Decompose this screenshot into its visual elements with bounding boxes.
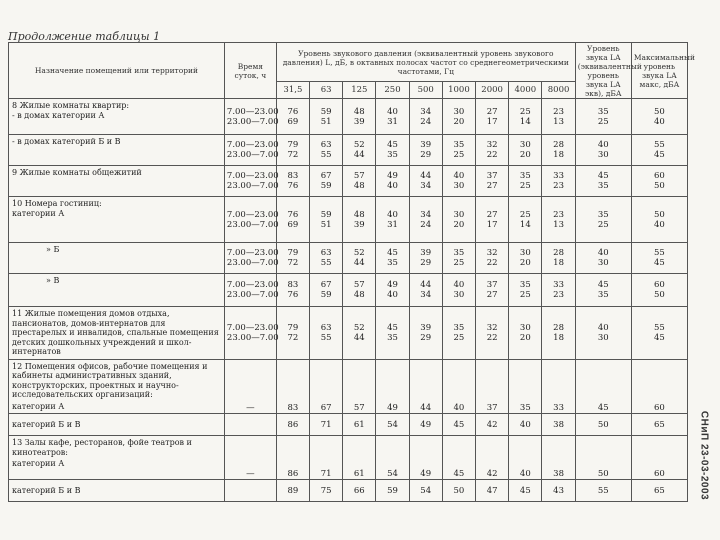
value-cell: 35 25: [509, 166, 542, 197]
room-name-cell: [9, 480, 225, 502]
value-cell: 59 51: [310, 99, 343, 135]
header-frequency: 125: [343, 82, 376, 99]
value-cell: 44 34: [409, 274, 442, 307]
value-cell: 67: [310, 359, 343, 414]
room-name-cell: [9, 99, 225, 135]
value-cell: 25 14: [509, 197, 542, 243]
value-cell: 67 59: [310, 166, 343, 197]
value-cell: 83: [276, 359, 309, 414]
value-cell: 45: [509, 480, 542, 502]
room-name-line: » В: [46, 276, 60, 285]
value-cell: 60: [631, 436, 687, 480]
value-cell: 30 20: [509, 135, 542, 166]
value-cell: 35 25: [509, 274, 542, 307]
value-cell: 50: [575, 414, 631, 436]
time-cell: 7.00—23.00 23.00—7.00: [224, 243, 276, 274]
value-cell: 75: [310, 480, 343, 502]
value-cell: 44: [409, 359, 442, 414]
table-row: [9, 307, 688, 360]
value-cell: 27 17: [476, 99, 509, 135]
time-cell: 7.00—23.00 23.00—7.00: [224, 307, 276, 360]
value-cell: 40 30: [575, 243, 631, 274]
value-cell: 54: [376, 436, 409, 480]
header-frequency: 500: [409, 82, 442, 99]
value-cell: 40: [509, 436, 542, 480]
value-cell: 27 17: [476, 197, 509, 243]
table-row: [9, 436, 688, 480]
value-cell: 28 18: [542, 135, 575, 166]
value-cell: 45 35: [376, 307, 409, 360]
room-name-cell: [9, 135, 225, 166]
room-name-line: 8 Жилые комнаты квартир:: [12, 101, 130, 110]
value-cell: 30 20: [442, 197, 475, 243]
room-name-line: 13 Залы кафе, ресторанов, фойе театров и кинотеатров:: [12, 438, 192, 457]
value-cell: 37 27: [476, 274, 509, 307]
value-cell: 32 22: [476, 135, 509, 166]
header-time: Время суток, ч: [224, 43, 276, 99]
value-cell: 52 44: [343, 307, 376, 360]
value-cell: 34 24: [409, 197, 442, 243]
room-name-cell: [9, 436, 225, 480]
table-row: [9, 359, 688, 414]
value-cell: 86: [276, 414, 309, 436]
value-cell: 40 31: [376, 99, 409, 135]
value-cell: 39 29: [409, 243, 442, 274]
value-cell: 52 44: [343, 243, 376, 274]
value-cell: 30 20: [509, 243, 542, 274]
value-cell: 50 40: [631, 197, 687, 243]
value-cell: 30 20: [509, 307, 542, 360]
value-cell: 76 69: [276, 197, 309, 243]
value-cell: 83 76: [276, 166, 309, 197]
value-cell: 63 55: [310, 135, 343, 166]
value-cell: 48 39: [343, 197, 376, 243]
time-cell: [224, 414, 276, 436]
value-cell: 59: [376, 480, 409, 502]
table-row: [9, 414, 688, 436]
value-cell: 60: [631, 359, 687, 414]
value-cell: 52 44: [343, 135, 376, 166]
value-cell: 37 27: [476, 166, 509, 197]
value-cell: 49: [409, 436, 442, 480]
table-row: [9, 135, 688, 166]
value-cell: 35 25: [442, 243, 475, 274]
value-cell: 39 29: [409, 135, 442, 166]
value-cell: 23 13: [542, 99, 575, 135]
value-cell: 71: [310, 414, 343, 436]
value-cell: 61: [343, 414, 376, 436]
room-name-line: категории А: [12, 401, 65, 411]
value-cell: 83 76: [276, 274, 309, 307]
value-cell: 79 72: [276, 243, 309, 274]
value-cell: 42: [476, 414, 509, 436]
value-cell: 71: [310, 436, 343, 480]
value-cell: 40 30: [442, 166, 475, 197]
value-cell: 89: [276, 480, 309, 502]
value-cell: 23 13: [542, 197, 575, 243]
room-name-line: » Б: [46, 245, 60, 254]
value-cell: 57 48: [343, 166, 376, 197]
header-frequency: 2000: [476, 82, 509, 99]
standard-label: СНиП 23-03-2003: [698, 410, 710, 501]
value-cell: 59 51: [310, 197, 343, 243]
value-cell: 49 40: [376, 166, 409, 197]
time-cell: 7.00—23.00 23.00—7.00: [224, 274, 276, 307]
time-cell: 7.00—23.00 23.00—7.00: [224, 166, 276, 197]
value-cell: 55 45: [631, 243, 687, 274]
value-cell: 49: [376, 359, 409, 414]
value-cell: 54: [409, 480, 442, 502]
value-cell: 63 55: [310, 307, 343, 360]
value-cell: 55 45: [631, 135, 687, 166]
value-cell: 45: [442, 436, 475, 480]
value-cell: 61: [343, 436, 376, 480]
value-cell: 40 30: [442, 274, 475, 307]
value-cell: 86: [276, 436, 309, 480]
room-name-line: - в домах категорий Б и В: [12, 137, 121, 146]
value-cell: 35 25: [442, 307, 475, 360]
value-cell: 65: [631, 414, 687, 436]
value-cell: 34 24: [409, 99, 442, 135]
header-frequency: 8000: [542, 82, 575, 99]
value-cell: 40 30: [575, 307, 631, 360]
room-name-line: 9 Жилые комнаты общежитий: [12, 168, 142, 177]
value-cell: 48 39: [343, 99, 376, 135]
room-name-cell: [9, 197, 225, 243]
noise-table: [8, 42, 695, 502]
table-row: [9, 480, 688, 502]
room-name-line: категорий Б и В: [12, 485, 81, 495]
value-cell: 49 40: [376, 274, 409, 307]
value-cell: 76 69: [276, 99, 309, 135]
room-name-line: 11 Жилые помещения домов отдыха, пансионатов, домов-интернатов для престарелых и инвалидов, спальные помещения детских дошкольных учреждений и школ-интернатов: [12, 309, 219, 356]
header-room-name: Назначение помещений или территорий: [9, 43, 225, 99]
room-name-line: категорий Б и В: [12, 419, 81, 429]
room-name-line: 10 Номера гостиниц:: [12, 199, 102, 208]
value-cell: 28 18: [542, 243, 575, 274]
value-cell: 33 23: [542, 274, 575, 307]
header-max-level: Максимальный уровень звука LА макс, дБА: [631, 43, 687, 99]
value-cell: 50 40: [631, 99, 687, 135]
value-cell: 45 35: [376, 243, 409, 274]
time-cell: —: [224, 436, 276, 480]
value-cell: 50: [442, 480, 475, 502]
room-name-line: категории А: [12, 208, 65, 218]
table-row: [9, 274, 688, 307]
value-cell: 57 48: [343, 274, 376, 307]
value-cell: 33: [542, 359, 575, 414]
value-cell: 40: [442, 359, 475, 414]
table-row: [9, 243, 688, 274]
time-cell: 7.00—23.00 23.00—7.00: [224, 197, 276, 243]
value-cell: 40 30: [575, 135, 631, 166]
value-cell: 42: [476, 436, 509, 480]
room-name-line: - в домах категории А: [12, 110, 105, 120]
value-cell: 38: [542, 414, 575, 436]
value-cell: 45 35: [575, 166, 631, 197]
value-cell: 38: [542, 436, 575, 480]
value-cell: 30 20: [442, 99, 475, 135]
value-cell: 35 25: [442, 135, 475, 166]
time-cell: [224, 480, 276, 502]
header-frequency: 31,5: [276, 82, 309, 99]
value-cell: 60 50: [631, 274, 687, 307]
table-caption: Продолжение таблицы 1: [8, 30, 161, 43]
value-cell: 79 72: [276, 307, 309, 360]
room-name-cell: [9, 166, 225, 197]
value-cell: 67 59: [310, 274, 343, 307]
room-name-cell: [9, 359, 225, 414]
value-cell: 63 55: [310, 243, 343, 274]
header-frequency: 250: [376, 82, 409, 99]
value-cell: 28 18: [542, 307, 575, 360]
room-name-cell: [9, 274, 225, 307]
header-equivalent-level: Уровень звука LА (эквивалентный уровень звука LА экв), дБА: [575, 43, 631, 99]
value-cell: 66: [343, 480, 376, 502]
value-cell: 45 35: [575, 274, 631, 307]
value-cell: 65: [631, 480, 687, 502]
value-cell: 33 23: [542, 166, 575, 197]
table-row: [9, 166, 688, 197]
value-cell: 25 14: [509, 99, 542, 135]
value-cell: 39 29: [409, 307, 442, 360]
value-cell: 57: [343, 359, 376, 414]
value-cell: 32 22: [476, 307, 509, 360]
room-name-line: 12 Помещения офисов, рабочие помещения и кабинеты административных зданий, конструкторских, проектных и научно-исследовательских организаций:: [12, 361, 208, 399]
value-cell: 55 45: [631, 307, 687, 360]
room-name-cell: [9, 307, 225, 360]
header-pressure-level: Уровень звукового давления (эквивалентный уровень звукового давления) L, дБ, в октавных полосах частот со среднегеометрическими частотами, Гц: [276, 43, 575, 82]
header-frequency: 4000: [509, 82, 542, 99]
value-cell: 55: [575, 480, 631, 502]
table-row: [9, 197, 688, 243]
value-cell: 44 34: [409, 166, 442, 197]
header-frequency: 63: [310, 82, 343, 99]
value-cell: 79 72: [276, 135, 309, 166]
value-cell: 35 25: [575, 99, 631, 135]
value-cell: 40: [509, 414, 542, 436]
value-cell: 50: [575, 436, 631, 480]
value-cell: 40 31: [376, 197, 409, 243]
time-cell: 7.00—23.00 23.00—7.00: [224, 135, 276, 166]
value-cell: 32 22: [476, 243, 509, 274]
room-name-cell: [9, 414, 225, 436]
value-cell: 54: [376, 414, 409, 436]
value-cell: 45: [575, 359, 631, 414]
value-cell: 43: [542, 480, 575, 502]
time-cell: 7.00—23.00 23.00—7.00: [224, 99, 276, 135]
value-cell: 47: [476, 480, 509, 502]
value-cell: 45: [442, 414, 475, 436]
room-name-cell: [9, 243, 225, 274]
value-cell: 37: [476, 359, 509, 414]
value-cell: 45 35: [376, 135, 409, 166]
room-name-line: категории А: [12, 459, 65, 468]
value-cell: 49: [409, 414, 442, 436]
value-cell: 60 50: [631, 166, 687, 197]
time-cell: —: [224, 359, 276, 414]
value-cell: 35 25: [575, 197, 631, 243]
header-frequency: 1000: [442, 82, 475, 99]
table-row: [9, 99, 688, 135]
value-cell: 35: [509, 359, 542, 414]
